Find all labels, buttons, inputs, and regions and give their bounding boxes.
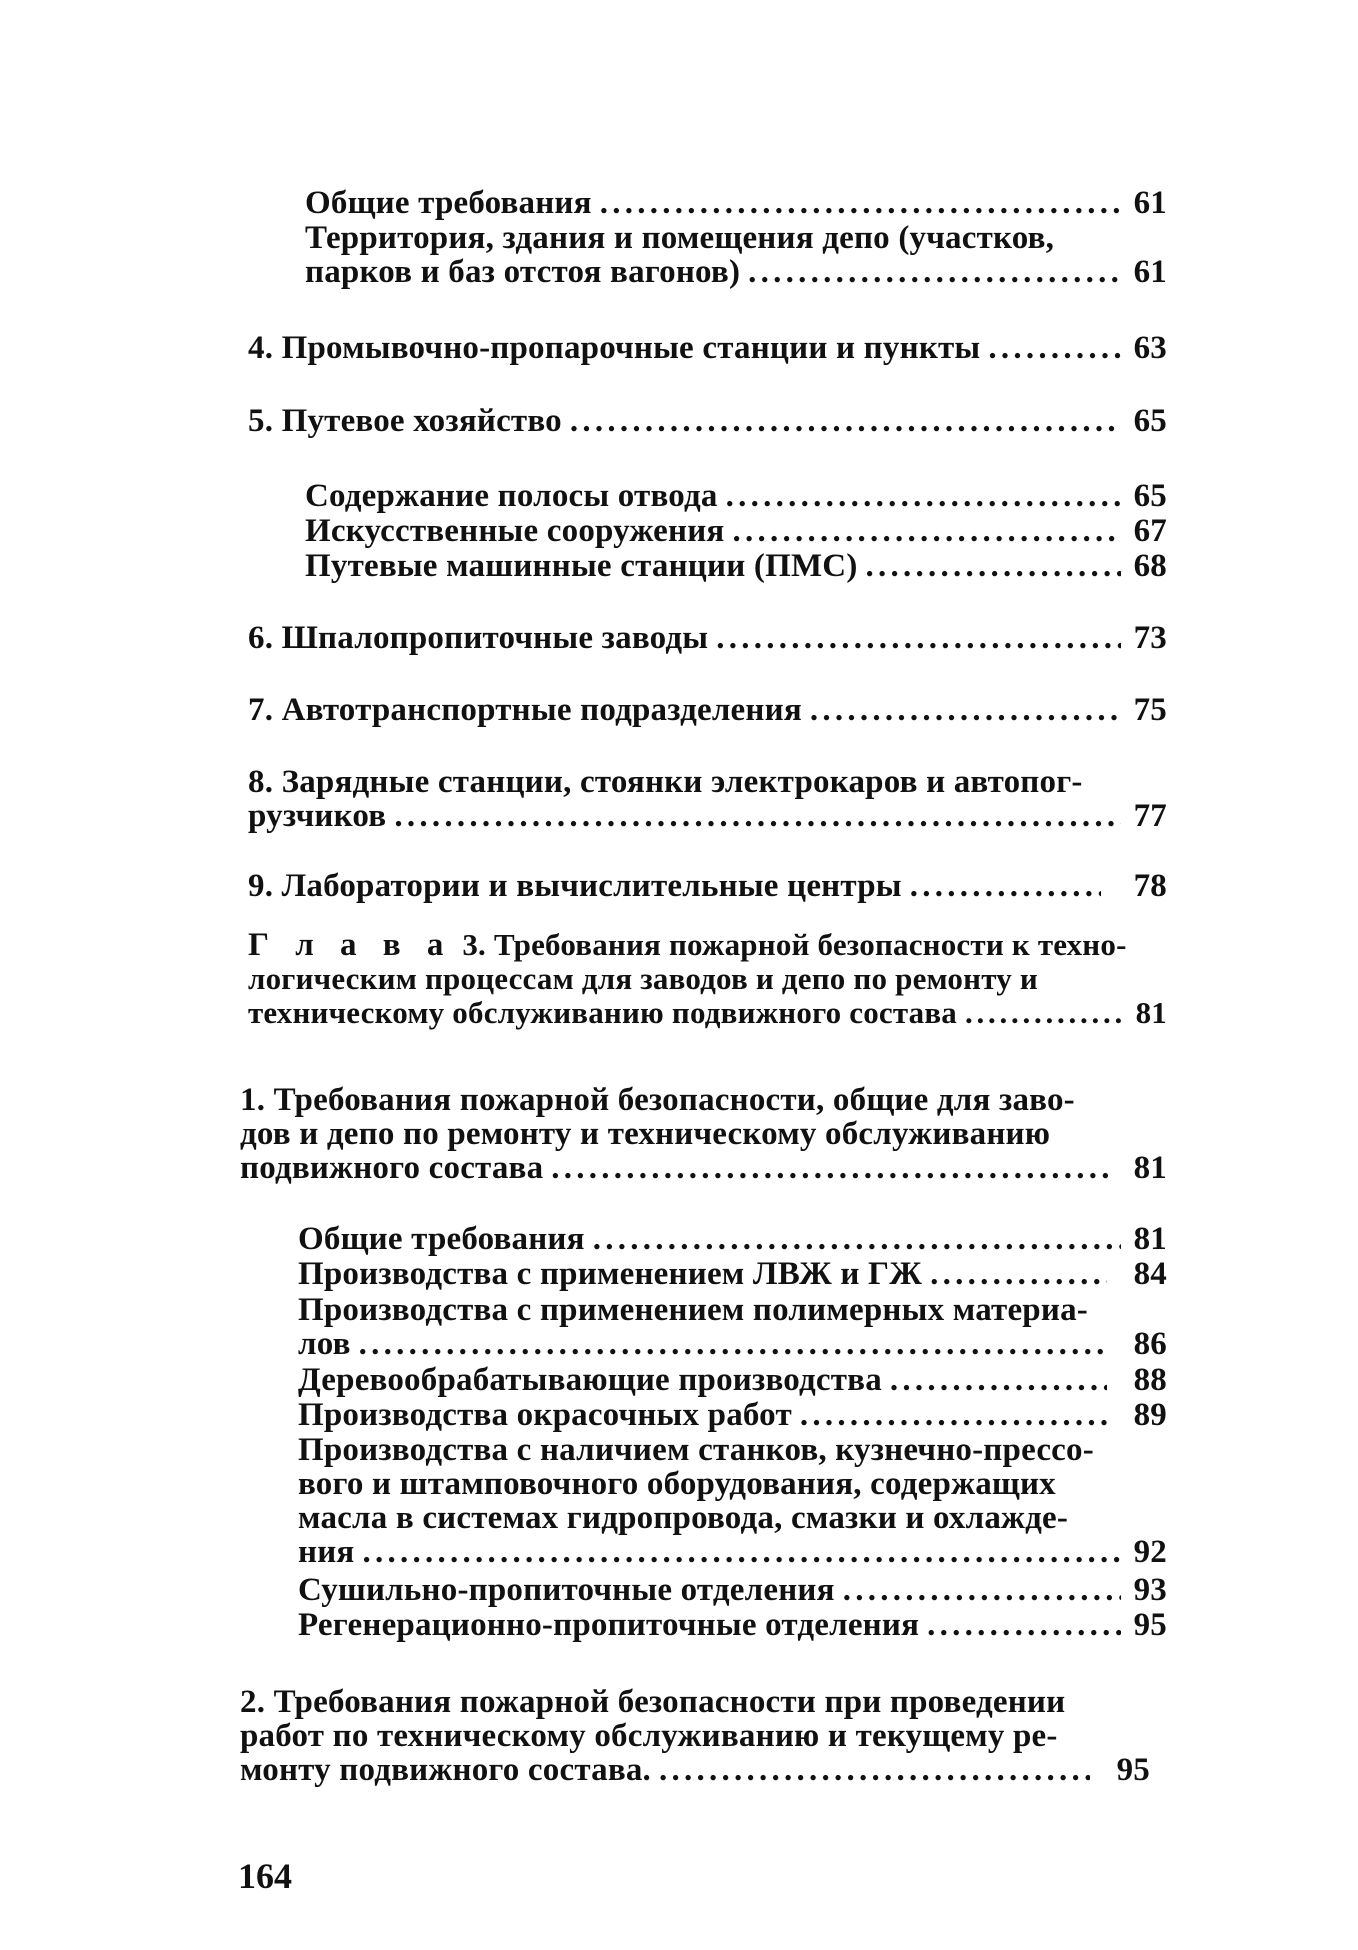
toc-entry-title-line1: Территория, здания и помещения депо (участков,: [305, 220, 1055, 256]
toc-entry-title-line3: техническому обслуживанию подвижного состава: [248, 995, 957, 1030]
leader-dots: [732, 514, 1121, 548]
leader-dots: [593, 1222, 1121, 1256]
toc-page-number: 93: [1133, 1572, 1167, 1608]
toc-page-number: 88: [1133, 1362, 1167, 1398]
toc-page-number: 61: [1133, 254, 1167, 290]
toc-entry-title: Сушильно-пропиточные отделения: [298, 1572, 835, 1608]
toc-entry-title-line3: подвижного состава: [240, 1150, 544, 1186]
toc-entry-chapter-3-section-1: [240, 1083, 1167, 1185]
toc-page-number: 65: [1133, 478, 1167, 514]
toc-page-number: 86: [1133, 1326, 1167, 1362]
leader-dots: [800, 1398, 1107, 1432]
toc-entry-title-line3: монту подвижного состава.: [240, 1752, 652, 1788]
leader-dots: [988, 331, 1121, 365]
toc-entry-regeneration: [298, 1608, 1167, 1642]
toc-entry-title-line2: парков и баз отстоя вагонов): [305, 254, 741, 290]
toc-entry-section-4: [248, 331, 1167, 365]
toc-entry-flammable-liquids: [298, 1257, 1167, 1291]
leader-dots: [866, 549, 1121, 583]
toc-page-number: 77: [1133, 798, 1167, 834]
toc-page-number: 78: [1133, 868, 1167, 904]
toc-entry-title-line3: масла в системах гидропровода, смазки и охлажде-: [298, 1500, 1069, 1536]
toc-entry-section-5: [248, 404, 1167, 438]
toc-page-number: 73: [1133, 620, 1167, 656]
toc-entry-press-machines: [298, 1433, 1167, 1569]
leader-dots: [359, 1327, 1107, 1361]
leader-dots: [910, 869, 1101, 903]
leader-dots: [362, 1535, 1121, 1569]
toc-entry-title: Путевые машинные станции (ПМС): [305, 548, 858, 584]
toc-page-number: 81: [1133, 1221, 1167, 1257]
toc-entry-title-line2: рузчиков: [248, 798, 387, 834]
toc-page-number: 95: [1133, 1607, 1167, 1643]
toc-entry-title-line2: дов и депо по ремонту и техническому обслуживанию: [240, 1116, 1051, 1152]
toc-entry-title: Общие требования: [305, 185, 592, 221]
toc-entry-title: 9. Лаборатории и вычислительные центры: [248, 868, 902, 904]
toc-page-number: 67: [1133, 513, 1167, 549]
leader-dots: [394, 799, 1121, 833]
leader-dots: [659, 1753, 1090, 1787]
toc-entry-structures: [305, 514, 1167, 548]
leader-dots: [551, 1151, 1111, 1185]
toc-entry-chapter-3-section-2: [240, 1685, 1150, 1787]
toc-page-number: 89: [1133, 1397, 1167, 1433]
toc-page-number: 81: [1135, 995, 1167, 1030]
toc-entry-title: Деревообрабатывающие производства: [298, 1362, 882, 1398]
toc-entry-pms: [305, 549, 1167, 583]
toc-entry-section-6: [248, 621, 1167, 655]
toc-entry-territory: [305, 221, 1167, 289]
leader-dots: [930, 1257, 1107, 1291]
leader-dots: [748, 255, 1121, 289]
chapter-label: Г л а в а: [248, 927, 453, 963]
leader-dots: [843, 1573, 1121, 1607]
leader-dots: [570, 404, 1121, 438]
toc-entry-title-line4: ния: [298, 1534, 355, 1570]
toc-entry-title-line1: 2. Требования пожарной безопасности при проведении: [240, 1684, 1066, 1720]
toc-entry-title-line2: работ по техническому обслуживанию и текущему ре-: [240, 1718, 1058, 1754]
leader-dots: [965, 996, 1121, 1030]
toc-page-number: 61: [1133, 185, 1167, 221]
leader-dots: [726, 479, 1121, 513]
toc-entry-section-9: [248, 869, 1167, 903]
toc-entry-title: Производства с применением ЛВЖ и ГЖ: [298, 1256, 923, 1292]
toc-entry-general-requirements: [305, 186, 1167, 220]
leader-dots: [927, 1608, 1121, 1642]
toc-entry-title-line1: 8. Зарядные станции, стоянки электрокаров и автопог-: [248, 764, 1083, 800]
leader-dots: [890, 1363, 1107, 1397]
toc-page-number: 75: [1133, 692, 1167, 728]
toc-entry-title: Содержание полосы отвода: [305, 478, 718, 514]
toc-entry-title-line2: вого и штамповочного оборудования, содержащих: [298, 1466, 1056, 1502]
toc-page-number: 68: [1133, 548, 1167, 584]
toc-entry-title-line1: Производства с применением полимерных материа-: [298, 1292, 1088, 1328]
toc-entry-title: Искусственные сооружения: [305, 513, 725, 549]
toc-page-number: 95: [1116, 1752, 1150, 1788]
toc-entry-title: Регенерационно-пропиточные отделения: [298, 1607, 920, 1643]
toc-page-number: 63: [1133, 330, 1167, 366]
toc-entry-title: Производства окрасочных работ: [298, 1397, 792, 1433]
toc-entry-section-8: [248, 765, 1167, 833]
toc-entry-title: 5. Путевое хозяйство: [248, 403, 562, 439]
toc-entry-general-requirements-2: [298, 1222, 1167, 1256]
leader-dots: [600, 186, 1121, 220]
toc-entry-drying: [298, 1573, 1167, 1607]
toc-entry-woodworking: [298, 1363, 1167, 1397]
toc-entry-title-line2: логическим процессам для заводов и депо по ремонту и: [248, 961, 1038, 996]
page-number: 164: [238, 1856, 292, 1896]
toc-entry-section-7: [248, 693, 1167, 727]
toc-entry-title: 6. Шпалопропиточные заводы: [248, 620, 709, 656]
toc-entry-chapter-3: [248, 928, 1167, 1030]
leader-dots: [810, 693, 1121, 727]
toc-entry-painting: [298, 1398, 1167, 1432]
leader-dots: [716, 621, 1121, 655]
toc-page-number: 92: [1133, 1534, 1167, 1570]
toc-entry-title-line1: 3. Требования пожарной безопасности к техно-: [462, 927, 1127, 962]
toc-page-number: 84: [1133, 1256, 1167, 1292]
toc-entry-title-line1: Производства с наличием станков, кузнечно-прессо-: [298, 1432, 1094, 1468]
toc-entry-title: 7. Автотранспортные подразделения: [248, 692, 802, 728]
toc-entry-right-of-way: [305, 479, 1167, 513]
toc-entry-title-line2: лов: [298, 1326, 351, 1362]
toc-entry-title: Общие требования: [298, 1221, 585, 1257]
toc-entry-title: 4. Промывочно-пропарочные станции и пункты: [248, 330, 981, 366]
toc-page-number: 65: [1133, 403, 1167, 439]
toc-page-number: 81: [1133, 1150, 1167, 1186]
toc-entry-title-line1: 1. Требования пожарной безопасности, общие для заво-: [240, 1082, 1075, 1118]
toc-entry-polymers: [298, 1293, 1167, 1361]
